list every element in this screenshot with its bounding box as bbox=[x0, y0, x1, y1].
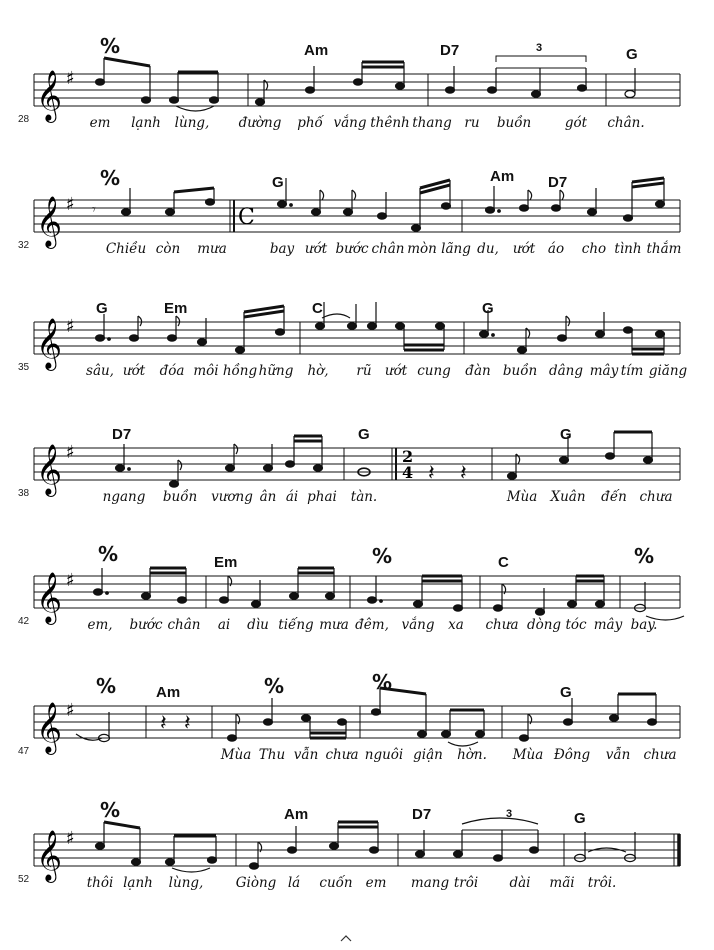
lyric-syllable: ngang bbox=[102, 489, 146, 505]
lyric-syllable: em bbox=[365, 875, 387, 891]
staff-system-42 bbox=[0, 524, 714, 644]
lyric-syllable: du, bbox=[477, 241, 499, 257]
repeat-measure-icon: % bbox=[100, 166, 121, 190]
lyric-syllable: chưa bbox=[643, 747, 677, 763]
lyric-syllable: Mùa bbox=[506, 489, 538, 505]
lyric-syllable: mòn bbox=[407, 241, 437, 257]
staff-system-32 bbox=[0, 148, 714, 268]
lyric-syllable: đường bbox=[238, 115, 282, 131]
chord-symbol: G bbox=[96, 300, 108, 317]
lyric-syllable: còn bbox=[155, 241, 181, 257]
lyric-syllable: thang bbox=[412, 115, 452, 131]
lyric-syllable: em bbox=[89, 115, 111, 131]
lyric-syllable: chưa bbox=[325, 747, 359, 763]
lyric-syllable: lãng bbox=[441, 241, 471, 257]
lyric-syllable: lạnh bbox=[123, 875, 153, 891]
chord-symbol: Am bbox=[304, 42, 329, 59]
lyric-syllable: ướt bbox=[122, 363, 146, 379]
lyric-syllable: phai bbox=[307, 489, 337, 505]
chord-symbol: G bbox=[626, 46, 638, 63]
lyric-syllable: Mùa bbox=[512, 747, 544, 763]
lyric-syllable: tóc bbox=[565, 617, 587, 633]
lyric-syllable: ru bbox=[464, 115, 480, 131]
lyric-syllable: mây bbox=[593, 617, 623, 633]
chord-symbol: G bbox=[574, 810, 586, 827]
lyric-syllable: tàn. bbox=[350, 489, 378, 505]
lyric-syllable: thôi bbox=[86, 875, 114, 891]
lyric-syllable: Đông bbox=[553, 747, 591, 763]
sharp-icon: ♯ bbox=[66, 442, 75, 463]
lyric-syllable: giăng bbox=[648, 363, 688, 379]
lyric-syllable: cho bbox=[581, 241, 607, 257]
lyric-syllable: em, bbox=[87, 617, 113, 633]
lyric-syllable: buồn bbox=[496, 115, 532, 131]
repeat-measure-icon: % bbox=[100, 34, 121, 58]
lyric-syllable: tiếng bbox=[278, 617, 314, 633]
time-signature-top: 2 bbox=[402, 447, 414, 466]
lyric-syllable: mưa bbox=[319, 617, 349, 633]
staff-system-35 bbox=[0, 270, 714, 390]
lyric-syllable: rũ bbox=[356, 363, 372, 379]
lyric-syllable: đàn bbox=[465, 363, 491, 379]
lyric-syllable: cuốn bbox=[319, 875, 353, 891]
lyric-syllable: nguôi bbox=[364, 747, 404, 763]
lyric-syllable: Thu bbox=[258, 747, 286, 763]
svg-text:𝄽: 𝄽 bbox=[160, 711, 167, 736]
sharp-icon: ♯ bbox=[66, 828, 75, 849]
lyric-syllable: vắng bbox=[333, 115, 367, 131]
lyric-syllable: cung bbox=[417, 363, 451, 379]
lyric-syllable: thênh bbox=[370, 115, 410, 131]
staff-system-38 bbox=[0, 396, 714, 516]
chord-symbol: Am bbox=[490, 168, 515, 185]
treble-clef-icon: 𝄞 bbox=[36, 830, 63, 881]
page-mark-icon bbox=[340, 935, 352, 943]
common-time-icon: C bbox=[238, 205, 255, 230]
repeat-measure-icon: % bbox=[98, 542, 119, 566]
lyric-syllable: vẫn bbox=[293, 747, 319, 763]
measure-number: 28 bbox=[18, 114, 30, 125]
lyric-syllable: mang bbox=[410, 875, 450, 891]
lyric-syllable: phố bbox=[297, 115, 323, 131]
chord-symbol: D7 bbox=[112, 426, 132, 443]
measure-number: 32 bbox=[18, 240, 30, 251]
sharp-icon: ♯ bbox=[66, 68, 75, 89]
svg-text:𝄽: 𝄽 bbox=[460, 461, 467, 486]
repeat-measure-icon: % bbox=[634, 544, 655, 568]
sharp-icon: ♯ bbox=[66, 700, 75, 721]
lyric-syllable: Giòng bbox=[235, 875, 277, 891]
svg-text:𝄾: 𝄾 bbox=[92, 202, 96, 218]
lyric-syllable: vương bbox=[211, 489, 253, 505]
lyric-syllable: đóa bbox=[159, 363, 185, 379]
lyric-syllable: môi bbox=[193, 363, 219, 379]
repeat-measure-icon: % bbox=[96, 674, 117, 698]
lyric-syllable: dâng bbox=[548, 363, 584, 379]
lyric-syllable: lùng, bbox=[168, 875, 204, 891]
lyric-syllable: dòng bbox=[526, 617, 562, 633]
staff-system-47 bbox=[0, 654, 714, 774]
lyric-syllable: đến bbox=[601, 489, 627, 505]
svg-text:𝄽: 𝄽 bbox=[184, 711, 191, 736]
treble-clef-icon: 𝄞 bbox=[36, 318, 63, 369]
lyric-syllable: chân bbox=[371, 241, 405, 257]
treble-clef-icon: 𝄞 bbox=[36, 196, 63, 247]
svg-text:𝄽: 𝄽 bbox=[428, 461, 435, 486]
lyric-syllable: mưa bbox=[197, 241, 227, 257]
lyric-syllable: sâu, bbox=[86, 363, 114, 379]
chord-symbol: D7 bbox=[412, 806, 432, 823]
measure-number: 52 bbox=[18, 874, 30, 885]
lyric-syllable: hồng bbox=[222, 363, 258, 379]
chord-symbol: C bbox=[498, 554, 509, 571]
chord-symbol: G bbox=[272, 174, 284, 191]
chord-symbol: C bbox=[312, 300, 323, 317]
sharp-icon: ♯ bbox=[66, 194, 75, 215]
treble-clef-icon: 𝄞 bbox=[36, 702, 63, 753]
chord-symbol: G bbox=[482, 300, 494, 317]
repeat-measure-icon: % bbox=[100, 798, 121, 822]
chord-symbol: Em bbox=[164, 300, 188, 317]
lyric-syllable: dìu bbox=[247, 617, 269, 633]
measure-number: 38 bbox=[18, 488, 30, 499]
lyric-syllable: xa bbox=[448, 617, 464, 633]
lyric-syllable: chưa bbox=[485, 617, 519, 633]
chord-symbol: D7 bbox=[548, 174, 568, 191]
sharp-icon: ♯ bbox=[66, 570, 75, 591]
lyric-syllable: trôi. bbox=[587, 875, 617, 891]
lyric-syllable: ướt bbox=[512, 241, 536, 257]
lyric-syllable: Xuân bbox=[550, 489, 586, 505]
chord-symbol: G bbox=[358, 426, 370, 443]
repeat-measure-icon: % bbox=[372, 670, 393, 694]
lyric-syllable: trôi bbox=[453, 875, 479, 891]
lyric-syllable: bay bbox=[269, 241, 295, 257]
lyric-syllable: chân. bbox=[607, 115, 645, 131]
staff-system-28 bbox=[0, 22, 714, 142]
measure-number: 35 bbox=[18, 362, 30, 373]
staff-system-52 bbox=[0, 782, 714, 902]
triplet-number: 3 bbox=[536, 42, 543, 54]
lyric-syllable: hờn. bbox=[457, 747, 487, 763]
treble-clef-icon: 𝄞 bbox=[36, 70, 63, 121]
triplet-number: 3 bbox=[506, 808, 513, 820]
lyric-syllable: hững bbox=[258, 363, 294, 379]
lyric-syllable: Mùa bbox=[220, 747, 252, 763]
lyric-syllable: vắng bbox=[401, 617, 435, 633]
chord-symbol: G bbox=[560, 426, 572, 443]
chord-symbol: Am bbox=[156, 684, 181, 701]
measure-number: 42 bbox=[18, 616, 30, 627]
lyric-syllable: mãi bbox=[549, 875, 575, 891]
lyric-syllable: ai bbox=[217, 617, 231, 633]
repeat-measure-icon: % bbox=[372, 544, 393, 568]
lyric-syllable: bay. bbox=[630, 617, 658, 633]
lyric-syllable: đêm, bbox=[355, 617, 389, 633]
sharp-icon: ♯ bbox=[66, 316, 75, 337]
lyric-syllable: chân bbox=[167, 617, 201, 633]
lyric-syllable: lùng, bbox=[174, 115, 210, 131]
lyric-syllable: Chiều bbox=[105, 241, 147, 257]
chord-symbol: Em bbox=[214, 554, 238, 571]
time-signature-bottom: 4 bbox=[402, 463, 414, 482]
lyric-syllable: gót bbox=[564, 115, 588, 131]
measure-number: 47 bbox=[18, 746, 30, 757]
lyric-syllable: tình bbox=[614, 241, 642, 257]
treble-clef-icon: 𝄞 bbox=[36, 444, 63, 495]
lyric-syllable: giận bbox=[413, 747, 443, 763]
lyric-syllable: ướt bbox=[384, 363, 408, 379]
lyric-syllable: lạnh bbox=[131, 115, 161, 131]
lyric-syllable: lá bbox=[287, 875, 301, 891]
lyric-syllable: dài bbox=[509, 875, 531, 891]
chord-symbol: G bbox=[560, 684, 572, 701]
lyric-syllable: buồn bbox=[162, 489, 198, 505]
chord-symbol: D7 bbox=[440, 42, 460, 59]
lyric-syllable: vẫn bbox=[605, 747, 631, 763]
lyric-syllable: bước bbox=[129, 617, 163, 633]
lyric-syllable: áo bbox=[547, 241, 565, 257]
repeat-measure-icon: % bbox=[264, 674, 285, 698]
chord-symbol: Am bbox=[284, 806, 309, 823]
lyric-syllable: mây bbox=[589, 363, 619, 379]
lyric-syllable: hờ, bbox=[307, 363, 329, 379]
lyric-syllable: tím bbox=[620, 363, 644, 379]
lyric-syllable: bước bbox=[335, 241, 369, 257]
treble-clef-icon: 𝄞 bbox=[36, 572, 63, 623]
lyric-syllable: buồn bbox=[502, 363, 538, 379]
lyric-syllable: chưa bbox=[639, 489, 673, 505]
lyric-syllable: ái bbox=[285, 489, 299, 505]
lyric-syllable: ân bbox=[259, 489, 277, 505]
lyric-syllable: ướt bbox=[304, 241, 328, 257]
lyric-syllable: thắm bbox=[646, 241, 682, 257]
